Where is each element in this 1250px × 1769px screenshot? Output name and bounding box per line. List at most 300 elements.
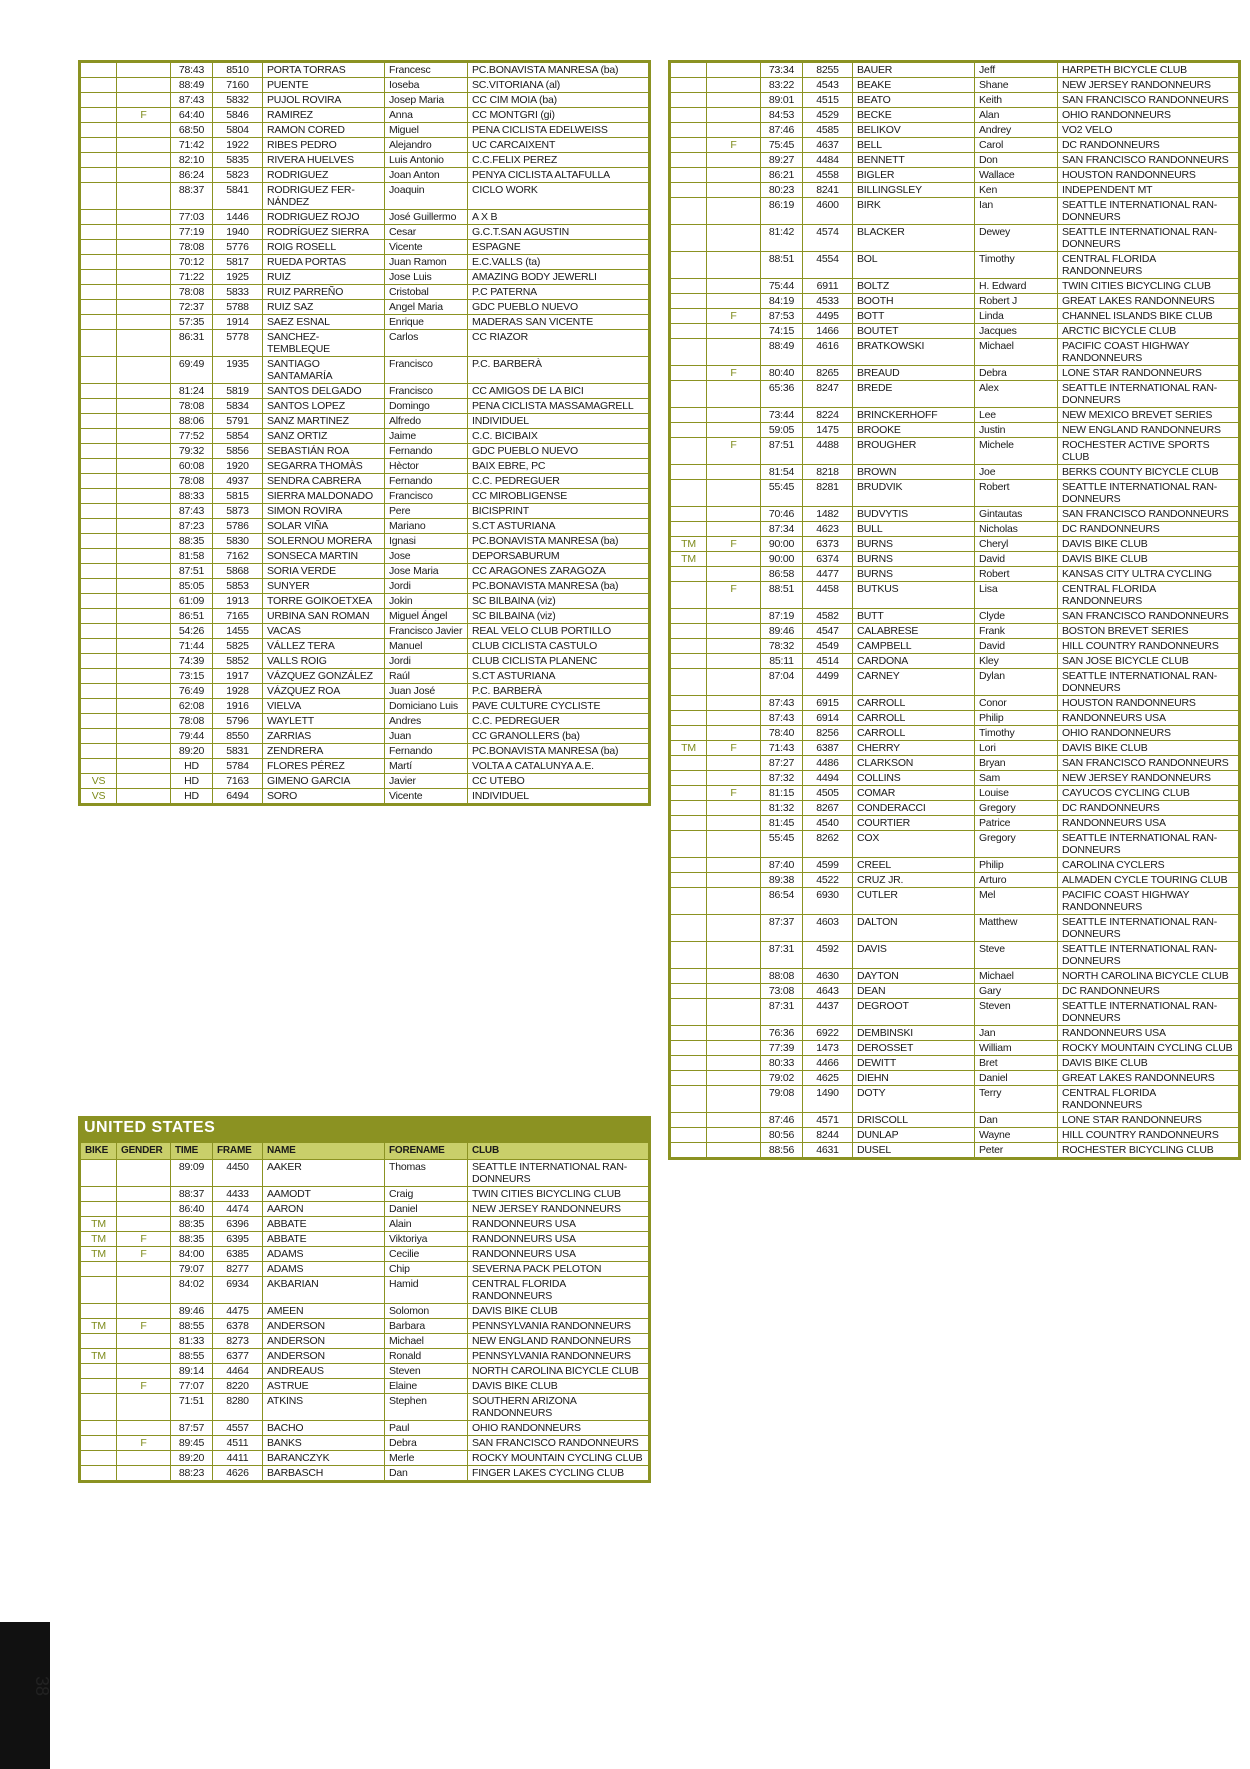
forename-cell: Miguel Ángel bbox=[385, 609, 468, 624]
table-row bbox=[671, 711, 1239, 726]
table-row bbox=[81, 1232, 649, 1247]
forename-cell: David bbox=[975, 639, 1058, 654]
name-cell: SENDRA CABRERA bbox=[263, 474, 385, 489]
time-cell: 88:35 bbox=[171, 534, 213, 549]
table-row bbox=[671, 1143, 1239, 1158]
name-cell: RODRIGUEZ bbox=[263, 168, 385, 183]
club-cell: E.C.VALLS (ta) bbox=[468, 255, 649, 270]
club-cell: DC RANDONNEURS bbox=[1058, 801, 1239, 816]
forename-cell: Joaquin bbox=[385, 183, 468, 210]
gender-cell bbox=[117, 300, 171, 315]
bike-cell: TM bbox=[81, 1217, 117, 1232]
club-cell: HILL COUNTRY RANDONNEURS bbox=[1058, 1128, 1239, 1143]
name-cell: RUIZ PARREÑO bbox=[263, 285, 385, 300]
name-cell: BUDVYTIS bbox=[853, 507, 975, 522]
forename-cell: Wayne bbox=[975, 1128, 1058, 1143]
club-cell: BERKS COUNTY BICYCLE CLUB bbox=[1058, 465, 1239, 480]
name-cell: RODRIGUEZ ROJO bbox=[263, 210, 385, 225]
frame-cell: 8280 bbox=[213, 1394, 263, 1421]
forename-cell: David bbox=[975, 552, 1058, 567]
gender-cell bbox=[707, 465, 761, 480]
name-cell: AAMODT bbox=[263, 1187, 385, 1202]
forename-cell: Francisco bbox=[385, 489, 468, 504]
club-cell: INDEPENDENT MT bbox=[1058, 183, 1239, 198]
table-row bbox=[671, 1026, 1239, 1041]
time-cell: 78:08 bbox=[171, 474, 213, 489]
bike-cell bbox=[671, 726, 707, 741]
time-cell: 78:32 bbox=[761, 639, 803, 654]
frame-cell: 5823 bbox=[213, 168, 263, 183]
forename-cell: Don bbox=[975, 153, 1058, 168]
bike-cell: TM bbox=[81, 1319, 117, 1334]
time-cell: 88:56 bbox=[761, 1143, 803, 1158]
gender-cell bbox=[117, 774, 171, 789]
forename-cell: Juan José bbox=[385, 684, 468, 699]
bike-cell bbox=[81, 138, 117, 153]
bike-cell bbox=[671, 609, 707, 624]
gender-cell bbox=[707, 93, 761, 108]
frame-cell: 4540 bbox=[803, 816, 853, 831]
name-cell: DEAN bbox=[853, 984, 975, 999]
forename-cell: Luis Antonio bbox=[385, 153, 468, 168]
forename-cell: Ian bbox=[975, 198, 1058, 225]
time-cell: 59:05 bbox=[761, 423, 803, 438]
time-cell: 61:09 bbox=[171, 594, 213, 609]
club-cell: NORTH CAROLINA BICYCLE CLUB bbox=[468, 1364, 649, 1379]
forename-cell: Cesar bbox=[385, 225, 468, 240]
time-cell: 88:51 bbox=[761, 582, 803, 609]
forename-cell: Keith bbox=[975, 93, 1058, 108]
bike-cell bbox=[671, 108, 707, 123]
frame-cell: 8256 bbox=[803, 726, 853, 741]
bike-cell bbox=[671, 408, 707, 423]
frame-cell: 6378 bbox=[213, 1319, 263, 1334]
table-row bbox=[81, 429, 649, 444]
gender-cell bbox=[707, 624, 761, 639]
bike-cell bbox=[671, 198, 707, 225]
club-cell: DC RANDONNEURS bbox=[1058, 522, 1239, 537]
gender-cell bbox=[707, 669, 761, 696]
bike-cell bbox=[671, 654, 707, 669]
bike-cell bbox=[81, 759, 117, 774]
gender-cell bbox=[707, 711, 761, 726]
bike-cell bbox=[81, 300, 117, 315]
club-cell: RANDONNEURS USA bbox=[468, 1247, 649, 1262]
gender-cell bbox=[117, 1364, 171, 1379]
gender-cell bbox=[117, 564, 171, 579]
time-cell: 78:43 bbox=[171, 63, 213, 78]
frame-cell: 4477 bbox=[803, 567, 853, 582]
time-cell: 60:08 bbox=[171, 459, 213, 474]
frame-cell: 6373 bbox=[803, 537, 853, 552]
gender-cell bbox=[707, 873, 761, 888]
frame-cell: 4466 bbox=[803, 1056, 853, 1071]
gender-cell bbox=[707, 726, 761, 741]
gender-cell bbox=[707, 480, 761, 507]
forename-cell: Francesc bbox=[385, 63, 468, 78]
table-row bbox=[81, 315, 649, 330]
table-row bbox=[671, 858, 1239, 873]
time-cell: 79:08 bbox=[761, 1086, 803, 1113]
bike-cell: TM bbox=[671, 537, 707, 552]
forename-cell: Frank bbox=[975, 624, 1058, 639]
gender-cell bbox=[117, 1349, 171, 1364]
frame-cell: 8510 bbox=[213, 63, 263, 78]
table-row bbox=[81, 123, 649, 138]
name-cell: FLORES PÉREZ bbox=[263, 759, 385, 774]
name-cell: BARBASCH bbox=[263, 1466, 385, 1481]
bike-cell: TM bbox=[671, 552, 707, 567]
table-row bbox=[81, 1349, 649, 1364]
frame-cell: 4554 bbox=[803, 252, 853, 279]
forename-cell: Cristobal bbox=[385, 285, 468, 300]
time-cell: 87:46 bbox=[761, 1113, 803, 1128]
gender-cell bbox=[117, 639, 171, 654]
time-cell: 72:37 bbox=[171, 300, 213, 315]
time-cell: 78:08 bbox=[171, 714, 213, 729]
time-cell: HD bbox=[171, 759, 213, 774]
frame-cell: 4603 bbox=[803, 915, 853, 942]
frame-cell: 6385 bbox=[213, 1247, 263, 1262]
frame-cell: 1482 bbox=[803, 507, 853, 522]
table-row bbox=[81, 93, 649, 108]
frame-cell: 4547 bbox=[803, 624, 853, 639]
forename-cell: Hèctor bbox=[385, 459, 468, 474]
time-cell: 78:08 bbox=[171, 240, 213, 255]
gender-cell bbox=[707, 567, 761, 582]
club-cell: PENA CICLISTA EDELWEISS bbox=[468, 123, 649, 138]
name-cell: DRISCOLL bbox=[853, 1113, 975, 1128]
time-cell: 87:53 bbox=[761, 309, 803, 324]
time-cell: 75:45 bbox=[761, 138, 803, 153]
gender-cell bbox=[117, 504, 171, 519]
forename-cell: Jose bbox=[385, 549, 468, 564]
club-cell: P.C. BARBERÀ bbox=[468, 684, 649, 699]
name-cell: RIVERA HUELVES bbox=[263, 153, 385, 168]
name-cell: SEBASTIÁN ROA bbox=[263, 444, 385, 459]
table-row bbox=[81, 384, 649, 399]
bike-cell bbox=[671, 696, 707, 711]
gender-cell bbox=[117, 594, 171, 609]
club-cell: NEW MEXICO BREVET SERIES bbox=[1058, 408, 1239, 423]
forename-cell: Manuel bbox=[385, 639, 468, 654]
bike-cell bbox=[671, 138, 707, 153]
forename-cell: Josep Maria bbox=[385, 93, 468, 108]
frame-cell: 8273 bbox=[213, 1334, 263, 1349]
gender-cell bbox=[117, 399, 171, 414]
gender-cell bbox=[117, 1394, 171, 1421]
forename-cell: Michael bbox=[975, 969, 1058, 984]
bike-cell bbox=[671, 465, 707, 480]
frame-cell: 4474 bbox=[213, 1202, 263, 1217]
time-cell: 78:40 bbox=[761, 726, 803, 741]
frame-cell: 4522 bbox=[803, 873, 853, 888]
time-cell: 87:23 bbox=[171, 519, 213, 534]
club-cell: DAVIS BIKE CLUB bbox=[468, 1379, 649, 1394]
time-cell: 77:19 bbox=[171, 225, 213, 240]
gender-cell bbox=[707, 279, 761, 294]
table-row bbox=[671, 915, 1239, 942]
table-row bbox=[81, 594, 649, 609]
club-cell: PAVE CULTURE CYCLISTE bbox=[468, 699, 649, 714]
bike-cell bbox=[671, 786, 707, 801]
table-row bbox=[81, 225, 649, 240]
name-cell: SAEZ ESNAL bbox=[263, 315, 385, 330]
club-cell: SOUTHERN ARIZONA RANDONNEURS bbox=[468, 1394, 649, 1421]
bike-cell: VS bbox=[81, 774, 117, 789]
name-cell: SIMON ROVIRA bbox=[263, 504, 385, 519]
name-cell: AARON bbox=[263, 1202, 385, 1217]
name-cell: AMEEN bbox=[263, 1304, 385, 1319]
name-cell: BOOTH bbox=[853, 294, 975, 309]
frame-cell: 8220 bbox=[213, 1379, 263, 1394]
club-cell: NEW JERSEY RANDONNEURS bbox=[468, 1202, 649, 1217]
club-cell: SEATTLE INTERNATIONAL RAN-DONNEURS bbox=[1058, 225, 1239, 252]
frame-cell: 6387 bbox=[803, 741, 853, 756]
club-cell: PENYA CICLISTA ALTAFULLA bbox=[468, 168, 649, 183]
gender-cell bbox=[117, 93, 171, 108]
bike-cell bbox=[81, 489, 117, 504]
club-cell: HARPETH BICYCLE CLUB bbox=[1058, 63, 1239, 78]
forename-cell: Francisco bbox=[385, 384, 468, 399]
bike-cell bbox=[671, 756, 707, 771]
forename-cell: Matthew bbox=[975, 915, 1058, 942]
time-cell: 88:37 bbox=[171, 183, 213, 210]
forename-cell: Terry bbox=[975, 1086, 1058, 1113]
name-cell: ADAMS bbox=[263, 1247, 385, 1262]
bike-cell bbox=[671, 252, 707, 279]
bike-cell bbox=[81, 564, 117, 579]
frame-cell: 1466 bbox=[803, 324, 853, 339]
frame-cell: 4514 bbox=[803, 654, 853, 669]
name-cell: URBINA SAN ROMAN bbox=[263, 609, 385, 624]
forename-cell: Robert bbox=[975, 567, 1058, 582]
forename-cell: José Guillermo bbox=[385, 210, 468, 225]
name-cell: BEAKE bbox=[853, 78, 975, 93]
frame-cell: 7165 bbox=[213, 609, 263, 624]
frame-cell: 4515 bbox=[803, 93, 853, 108]
table-row bbox=[671, 669, 1239, 696]
time-cell: 73:15 bbox=[171, 669, 213, 684]
gender-cell bbox=[117, 1160, 171, 1187]
club-cell: DEPORSABURUM bbox=[468, 549, 649, 564]
table-row bbox=[81, 399, 649, 414]
table-row bbox=[81, 759, 649, 774]
forename-cell: Paul bbox=[385, 1421, 468, 1436]
club-cell: DAVIS BIKE CLUB bbox=[1058, 552, 1239, 567]
time-cell: 88:55 bbox=[171, 1319, 213, 1334]
table-row bbox=[81, 1217, 649, 1232]
time-cell: 88:35 bbox=[171, 1232, 213, 1247]
club-cell: SAN JOSE BICYCLE CLUB bbox=[1058, 654, 1239, 669]
name-cell: RUIZ bbox=[263, 270, 385, 285]
time-cell: 87:32 bbox=[761, 771, 803, 786]
name-cell: ANDERSON bbox=[263, 1349, 385, 1364]
name-cell: CLARKSON bbox=[853, 756, 975, 771]
time-cell: 85:11 bbox=[761, 654, 803, 669]
name-cell: CRUZ JR. bbox=[853, 873, 975, 888]
forename-cell: Joe bbox=[975, 465, 1058, 480]
bike-cell bbox=[671, 1026, 707, 1041]
gender-cell bbox=[707, 78, 761, 93]
time-cell: 69:49 bbox=[171, 357, 213, 384]
gender-cell bbox=[117, 78, 171, 93]
frame-cell: 1473 bbox=[803, 1041, 853, 1056]
name-cell: BAUER bbox=[853, 63, 975, 78]
time-cell: 77:52 bbox=[171, 429, 213, 444]
table-row bbox=[81, 549, 649, 564]
name-cell: BREAUD bbox=[853, 366, 975, 381]
gender-cell bbox=[707, 969, 761, 984]
forename-cell: Kley bbox=[975, 654, 1058, 669]
united-states-results-table bbox=[78, 1140, 651, 1483]
club-cell: SAN FRANCISCO RANDONNEURS bbox=[1058, 609, 1239, 624]
time-cell: 79:32 bbox=[171, 444, 213, 459]
bike-cell bbox=[81, 474, 117, 489]
left-table-body bbox=[81, 63, 649, 804]
frame-cell: 4486 bbox=[803, 756, 853, 771]
time-cell: 81:15 bbox=[761, 786, 803, 801]
gender-cell bbox=[707, 756, 761, 771]
name-cell: CARROLL bbox=[853, 696, 975, 711]
table-row bbox=[81, 414, 649, 429]
time-cell: 81:42 bbox=[761, 225, 803, 252]
bike-cell bbox=[81, 78, 117, 93]
forename-cell: Barbara bbox=[385, 1319, 468, 1334]
name-cell: BACHO bbox=[263, 1421, 385, 1436]
name-cell: BUTKUS bbox=[853, 582, 975, 609]
club-cell: C.C.FELIX PEREZ bbox=[468, 153, 649, 168]
forename-cell: Cecilie bbox=[385, 1247, 468, 1262]
club-cell: DC RANDONNEURS bbox=[1058, 984, 1239, 999]
bike-cell bbox=[671, 522, 707, 537]
club-cell: GREAT LAKES RANDONNEURS bbox=[1058, 1071, 1239, 1086]
frame-cell: 8224 bbox=[803, 408, 853, 423]
frame-cell: 6922 bbox=[803, 1026, 853, 1041]
forename-cell: Debra bbox=[975, 366, 1058, 381]
time-cell: 88:23 bbox=[171, 1466, 213, 1481]
table-row bbox=[671, 366, 1239, 381]
gender-cell bbox=[117, 519, 171, 534]
table-row bbox=[81, 624, 649, 639]
table-row bbox=[81, 63, 649, 78]
bike-cell bbox=[671, 507, 707, 522]
gender-cell bbox=[117, 123, 171, 138]
table-row bbox=[81, 684, 649, 699]
forename-cell: Alain bbox=[385, 1217, 468, 1232]
club-cell: SEATTLE INTERNATIONAL RAN-DONNEURS bbox=[1058, 999, 1239, 1026]
forename-cell: Francisco bbox=[385, 357, 468, 384]
time-cell: 88:08 bbox=[761, 969, 803, 984]
frame-cell: 4505 bbox=[803, 786, 853, 801]
time-cell: 86:40 bbox=[171, 1202, 213, 1217]
forename-cell: Peter bbox=[975, 1143, 1058, 1158]
bike-cell bbox=[671, 78, 707, 93]
bike-cell bbox=[81, 624, 117, 639]
club-cell: NEW JERSEY RANDONNEURS bbox=[1058, 78, 1239, 93]
bike-cell bbox=[81, 1262, 117, 1277]
frame-cell: 5819 bbox=[213, 384, 263, 399]
frame-cell: 5776 bbox=[213, 240, 263, 255]
name-cell: BENNETT bbox=[853, 153, 975, 168]
gender-cell bbox=[707, 63, 761, 78]
frame-cell: 4475 bbox=[213, 1304, 263, 1319]
club-cell: VOLTA A CATALUNYA A.E. bbox=[468, 759, 649, 774]
time-cell: 87:43 bbox=[171, 504, 213, 519]
table-row bbox=[81, 1394, 649, 1421]
time-cell: 84:02 bbox=[171, 1277, 213, 1304]
name-cell: ADAMS bbox=[263, 1262, 385, 1277]
name-cell: RODRÍGUEZ SIERRA bbox=[263, 225, 385, 240]
table-row bbox=[81, 504, 649, 519]
name-cell: DALTON bbox=[853, 915, 975, 942]
frame-cell: 6911 bbox=[803, 279, 853, 294]
name-cell: BANKS bbox=[263, 1436, 385, 1451]
forename-cell: Joan Anton bbox=[385, 168, 468, 183]
gender-cell: F bbox=[707, 309, 761, 324]
table-row bbox=[81, 78, 649, 93]
club-cell: CENTRAL FLORIDA RANDONNEURS bbox=[1058, 252, 1239, 279]
table-row bbox=[81, 1187, 649, 1202]
frame-cell: 1914 bbox=[213, 315, 263, 330]
table-row bbox=[81, 153, 649, 168]
frame-cell: 6915 bbox=[803, 696, 853, 711]
time-cell: 74:39 bbox=[171, 654, 213, 669]
gender-cell bbox=[117, 1187, 171, 1202]
table-row bbox=[671, 465, 1239, 480]
gender-cell bbox=[707, 771, 761, 786]
name-cell: DUSEL bbox=[853, 1143, 975, 1158]
time-cell: 86:54 bbox=[761, 888, 803, 915]
bike-cell bbox=[671, 438, 707, 465]
time-cell: 89:46 bbox=[761, 624, 803, 639]
frame-cell: 5817 bbox=[213, 255, 263, 270]
time-cell: 71:42 bbox=[171, 138, 213, 153]
frame-cell: 5784 bbox=[213, 759, 263, 774]
time-cell: 88:55 bbox=[171, 1349, 213, 1364]
gender-cell bbox=[707, 339, 761, 366]
name-cell: DEMBINSKI bbox=[853, 1026, 975, 1041]
frame-cell: 6377 bbox=[213, 1349, 263, 1364]
name-cell: VÁLLEZ TERA bbox=[263, 639, 385, 654]
forename-cell: Steven bbox=[385, 1364, 468, 1379]
gender-cell bbox=[117, 744, 171, 759]
forename-cell: William bbox=[975, 1041, 1058, 1056]
forename-cell: Dewey bbox=[975, 225, 1058, 252]
gender-cell: F bbox=[117, 1319, 171, 1334]
frame-cell: 5856 bbox=[213, 444, 263, 459]
forename-cell: Jokin bbox=[385, 594, 468, 609]
table-row bbox=[671, 552, 1239, 567]
frame-cell: 4630 bbox=[803, 969, 853, 984]
club-cell: PC.BONAVISTA MANRESA (ba) bbox=[468, 534, 649, 549]
gender-cell bbox=[117, 669, 171, 684]
forename-cell: Michael bbox=[975, 339, 1058, 366]
bike-cell bbox=[671, 711, 707, 726]
club-cell: INDIVIDUEL bbox=[468, 789, 649, 804]
table-row bbox=[671, 999, 1239, 1026]
bike-cell bbox=[81, 168, 117, 183]
column-header-gender: GENDER bbox=[117, 1143, 171, 1160]
gender-cell bbox=[707, 252, 761, 279]
name-cell: SORIA VERDE bbox=[263, 564, 385, 579]
club-cell: SEATTLE INTERNATIONAL RAN-DONNEURS bbox=[1058, 381, 1239, 408]
table-row bbox=[81, 108, 649, 123]
name-cell: BELIKOV bbox=[853, 123, 975, 138]
time-cell: 82:10 bbox=[171, 153, 213, 168]
frame-cell: 4592 bbox=[803, 942, 853, 969]
time-cell: 81:32 bbox=[761, 801, 803, 816]
